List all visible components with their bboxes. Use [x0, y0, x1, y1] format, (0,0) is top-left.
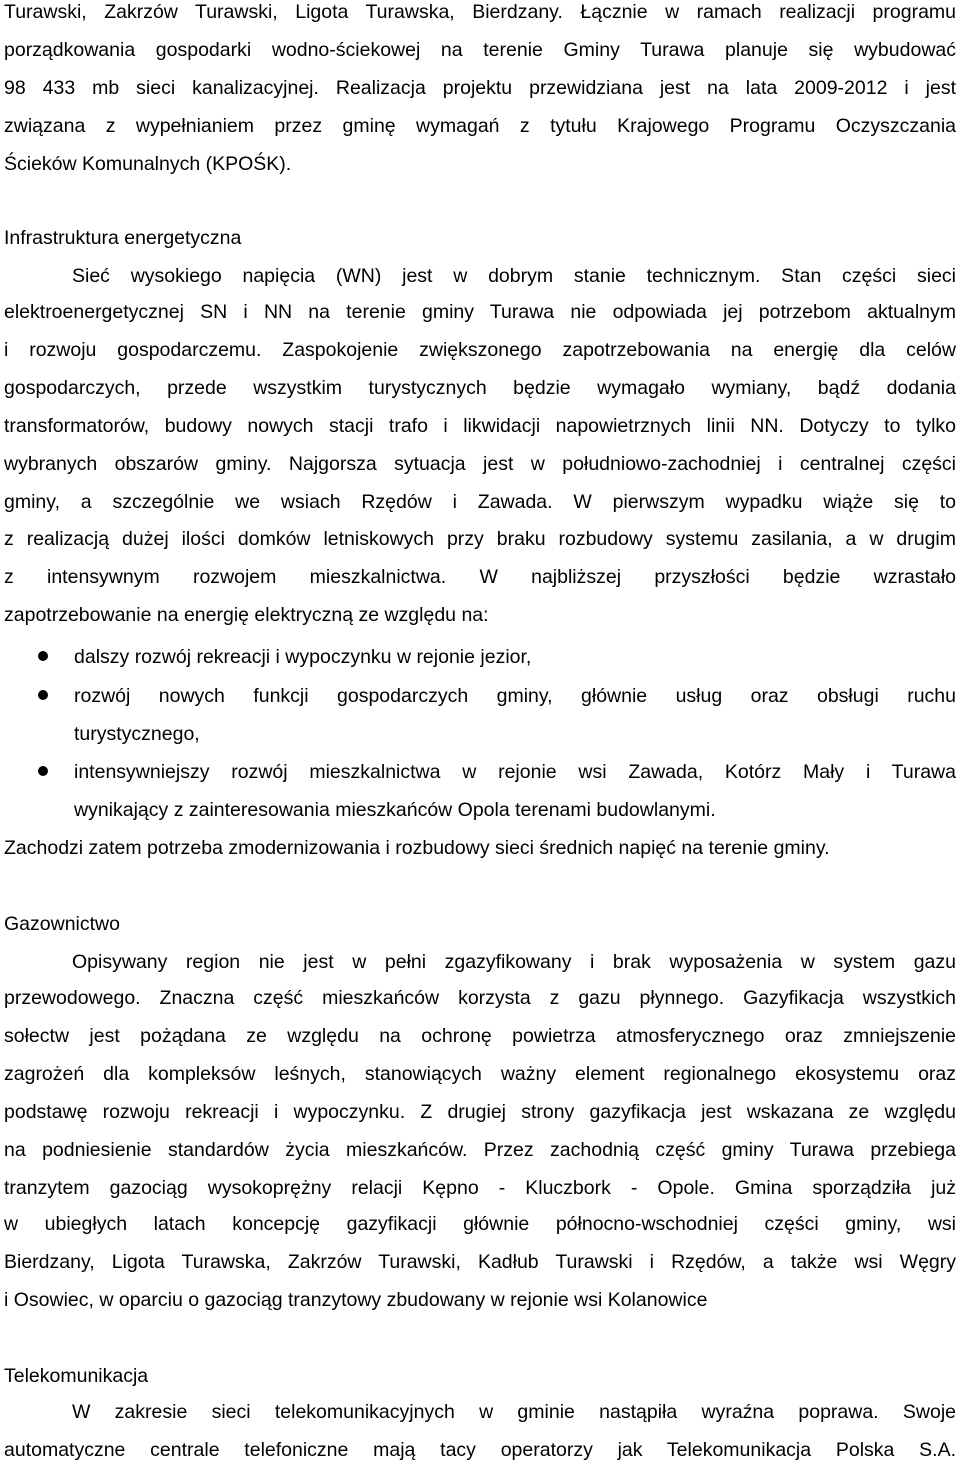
text-line: z intensywnym rozwojem mieszkalnictwa. W najbliższej przyszłości będzie wzrastało [4, 566, 956, 588]
text-line: wybranych obszarów gminy. Najgorsza sytuacja jest w południowo-zachodniej i centralnej części [4, 453, 956, 475]
text-line: podstawę rozwoju rekreacji i wypoczynku. Z drugiej strony gazyfikacja jest wskazana ze względu [4, 1101, 956, 1123]
section-heading-telecom: Telekomunikacja [4, 1365, 149, 1387]
text-line: sołectw jest pożądana ze względu na ochronę powietrza atmosferycznego oraz zmniejszenie [4, 1025, 956, 1047]
text-line: zapotrzebowanie na energię elektryczną ze względu na: [4, 604, 489, 626]
text-line: Turawski, Zakrzów Turawski, Ligota Turawska, Bierdzany. Łącznie w ramach realizacji programu [4, 1, 956, 23]
list-item: dalszy rozwój rekreacji i wypoczynku w rejonie jezior, [74, 646, 532, 668]
text-line: automatyczne centrale telefoniczne mają tacy operatorzy jak Telekomunikacja Polska S.A. [4, 1439, 956, 1461]
bullet-icon [38, 690, 48, 700]
text-line: W zakresie sieci telekomunikacyjnych w gminie nastąpiła wyraźna poprawa. Swoje [72, 1401, 956, 1423]
text-line: gospodarczych, przede wszystkim turystycznych będzie wymagało wymiany, bądź dodania [4, 377, 956, 399]
text-line: Ścieków Komunalnych (KPOŚK). [4, 153, 292, 175]
text-line: tranzytem gazociąg wysokoprężny relacji Kępno - Kluczbork - Opole. Gmina sporządziła już [4, 1177, 956, 1199]
list-item: rozwój nowych funkcji gospodarczych gminy, głównie usług oraz obsługi ruchu [74, 685, 956, 707]
text-line: związana z wypełnianiem przez gminę wymagań z tytułu Krajowego Programu Oczyszczania [4, 115, 956, 137]
text-line: elektroenergetycznej SN i NN na terenie gminy Turawa nie odpowiada jej potrzebom aktualnym [4, 301, 956, 323]
list-item-continuation: turystycznego, [74, 723, 200, 745]
text-line: w ubiegłych latach koncepcję gazyfikacji głównie północno-wschodniej części gminy, wsi [4, 1213, 956, 1235]
text-line: Bierdzany, Ligota Turawska, Zakrzów Turawski, Kadłub Turawski i Rzędów, a także wsi Węgry [4, 1251, 956, 1273]
text-line: 98 433 mb sieci kanalizacyjnej. Realizacja projektu przewidziana jest na lata 2009-2012 i jest [4, 77, 956, 99]
text-line: zagrożeń dla kompleksów leśnych, stanowiących ważny element regionalnego ekosystemu oraz [4, 1063, 956, 1085]
text-line: i Osowiec, w oparciu o gazociąg tranzytowy zbudowany w rejonie wsi Kolanowice [4, 1289, 708, 1311]
text-line: Sieć wysokiego napięcia (WN) jest w dobrym stanie technicznym. Stan części sieci [72, 265, 956, 287]
bullet-icon [38, 651, 48, 661]
text-line: transformatorów, budowy nowych stacji trafo i likwidacji napowietrznych linii NN. Dotyczy to tylko [4, 415, 956, 437]
text-line: na podniesienie standardów życia mieszkańców. Przez zachodnią część gminy Turawa przebiega [4, 1139, 956, 1161]
text-line: z realizacją dużej ilości domków letniskowych przy braku rozbudowy systemu zasilania, a w drugim [4, 528, 956, 550]
text-line: gminy, a szczególnie we wsiach Rzędów i Zawada. W pierwszym wypadku wiąże się to [4, 491, 956, 513]
text-line: i rozwoju gospodarczemu. Zaspokojenie zwiększonego zapotrzebowania na energię dla celów [4, 339, 956, 361]
text-line: Opisywany region nie jest w pełni zgazyfikowany i brak wyposażenia w system gazu [72, 951, 956, 973]
text-line: porządkowania gospodarki wodno-ściekowej na terenie Gminy Turawa planuje się wybudować [4, 39, 956, 61]
section-heading-gas: Gazownictwo [4, 913, 120, 935]
list-item-continuation: wynikający z zainteresowania mieszkańców Opola terenami budowlanymi. [74, 799, 716, 821]
bullet-icon [38, 766, 48, 776]
text-line: przewodowego. Znaczna część mieszkańców korzysta z gazu płynnego. Gazyfikacja wszystkich [4, 987, 956, 1009]
list-item: intensywniejszy rozwój mieszkalnictwa w rejonie wsi Zawada, Kotórz Mały i Turawa [74, 761, 956, 783]
text-line: Zachodzi zatem potrzeba zmodernizowania i rozbudowy sieci średnich napięć na terenie gminy. [4, 837, 830, 859]
section-heading-energy: Infrastruktura energetyczna [4, 227, 242, 249]
